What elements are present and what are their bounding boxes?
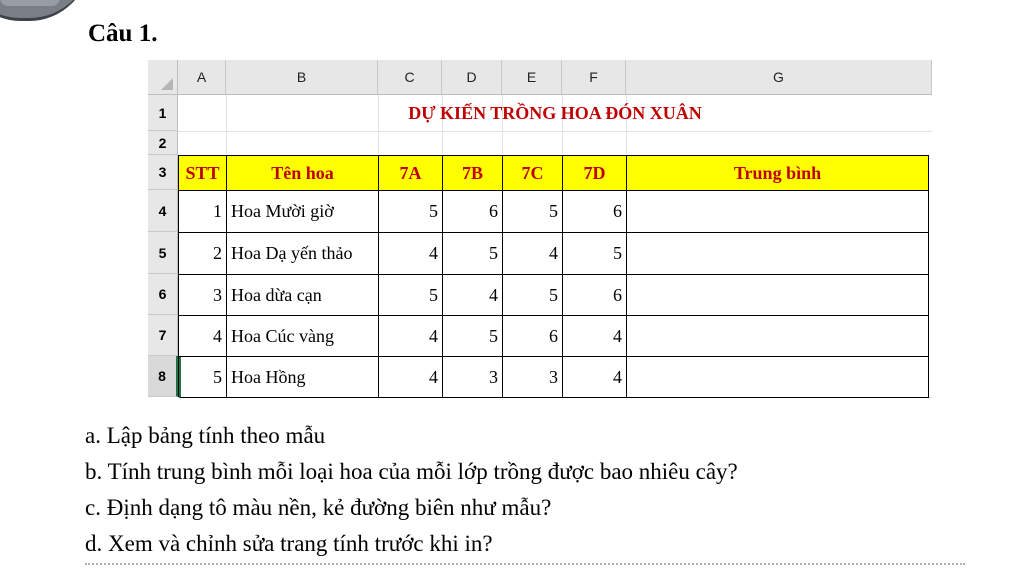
- column-header-f[interactable]: F: [562, 60, 626, 95]
- header-cell-7d[interactable]: 7D: [563, 156, 627, 191]
- task-a: a. Lập bảng tính theo mẫu: [85, 423, 326, 448]
- table-cell[interactable]: 3: [179, 275, 227, 316]
- gridline: [178, 131, 932, 132]
- column-header-d[interactable]: D: [442, 60, 502, 95]
- table-cell[interactable]: 6: [503, 316, 563, 357]
- row-header-2[interactable]: 2: [148, 131, 178, 155]
- table-cell[interactable]: 4: [563, 316, 627, 357]
- table-cell[interactable]: 2: [179, 233, 227, 275]
- row-header-7[interactable]: 7: [148, 315, 178, 356]
- row-header-8[interactable]: 8: [148, 356, 178, 397]
- table-cell[interactable]: 5: [379, 275, 443, 316]
- table-cell[interactable]: Hoa Cúc vàng: [227, 316, 379, 357]
- task-d: d. Xem và chỉnh sửa trang tính trước khi in?: [85, 531, 493, 556]
- header-cell-stt[interactable]: STT: [179, 156, 227, 191]
- task-c: c. Định dạng tô màu nền, kẻ đường biên như mẫu?: [85, 495, 552, 520]
- table-cell[interactable]: Hoa Dạ yến thảo: [227, 233, 379, 275]
- table-cell[interactable]: 4: [503, 233, 563, 275]
- table-cell[interactable]: Hoa dừa cạn: [227, 275, 379, 316]
- table-cell[interactable]: Hoa Mười giờ: [227, 191, 379, 233]
- task-list: [85, 418, 738, 562]
- row-header-6[interactable]: 6: [148, 274, 178, 315]
- table-cell[interactable]: 5: [179, 357, 227, 398]
- column-header-e[interactable]: E: [502, 60, 562, 95]
- row-header-4[interactable]: 4: [148, 190, 178, 232]
- table-cell[interactable]: 5: [443, 233, 503, 275]
- table-cell[interactable]: 6: [563, 275, 627, 316]
- table-cell[interactable]: 5: [443, 316, 503, 357]
- table-cell[interactable]: 4: [179, 316, 227, 357]
- table-cell[interactable]: 4: [379, 233, 443, 275]
- table-cell[interactable]: 4: [379, 357, 443, 398]
- question-title: Câu 1.: [88, 20, 158, 47]
- column-header-g[interactable]: G: [626, 60, 932, 95]
- column-header-a[interactable]: A: [178, 60, 226, 95]
- table-cell[interactable]: 6: [443, 191, 503, 233]
- header-cell-ten-hoa[interactable]: Tên hoa: [227, 156, 379, 191]
- row-header-3[interactable]: 3: [148, 155, 178, 190]
- table-cell[interactable]: 6: [563, 191, 627, 233]
- table-cell[interactable]: 4: [563, 357, 627, 398]
- cut-off-next-line: [85, 563, 965, 572]
- table-cell[interactable]: 4: [379, 316, 443, 357]
- table-cell[interactable]: 4: [443, 275, 503, 316]
- table-cell[interactable]: Hoa Hồng: [227, 357, 379, 398]
- table-cell[interactable]: 5: [503, 275, 563, 316]
- spreadsheet: [148, 60, 932, 404]
- table-cell[interactable]: [627, 275, 929, 316]
- data-table: [178, 155, 929, 397]
- sheet-title[interactable]: DỰ KIẾN TRỒNG HOA ĐÓN XUÂN: [408, 102, 702, 123]
- header-cell-7a[interactable]: 7A: [379, 156, 443, 191]
- header-cell-7c[interactable]: 7C: [503, 156, 563, 191]
- header-cell-7b[interactable]: 7B: [443, 156, 503, 191]
- task-b: b. Tính trung bình mỗi loại hoa của mỗi lớp trồng được bao nhiêu cây?: [85, 459, 738, 484]
- row-header-5[interactable]: 5: [148, 232, 178, 274]
- corner-decoration: [0, 0, 90, 21]
- table-cell[interactable]: 3: [503, 357, 563, 398]
- table-cell[interactable]: [627, 316, 929, 357]
- table-cell[interactable]: [627, 233, 929, 275]
- row-header-1[interactable]: 1: [148, 95, 178, 131]
- table-cell[interactable]: 5: [503, 191, 563, 233]
- header-cell-trung-binh[interactable]: Trung bình: [627, 156, 929, 191]
- table-cell[interactable]: 5: [379, 191, 443, 233]
- table-cell[interactable]: 1: [179, 191, 227, 233]
- select-all-button[interactable]: [148, 60, 178, 95]
- column-header-b[interactable]: B: [226, 60, 378, 95]
- column-header-c[interactable]: C: [378, 60, 442, 95]
- table-cell[interactable]: [627, 357, 929, 398]
- table-cell[interactable]: 3: [443, 357, 503, 398]
- table-cell[interactable]: [627, 191, 929, 233]
- table-cell[interactable]: 5: [563, 233, 627, 275]
